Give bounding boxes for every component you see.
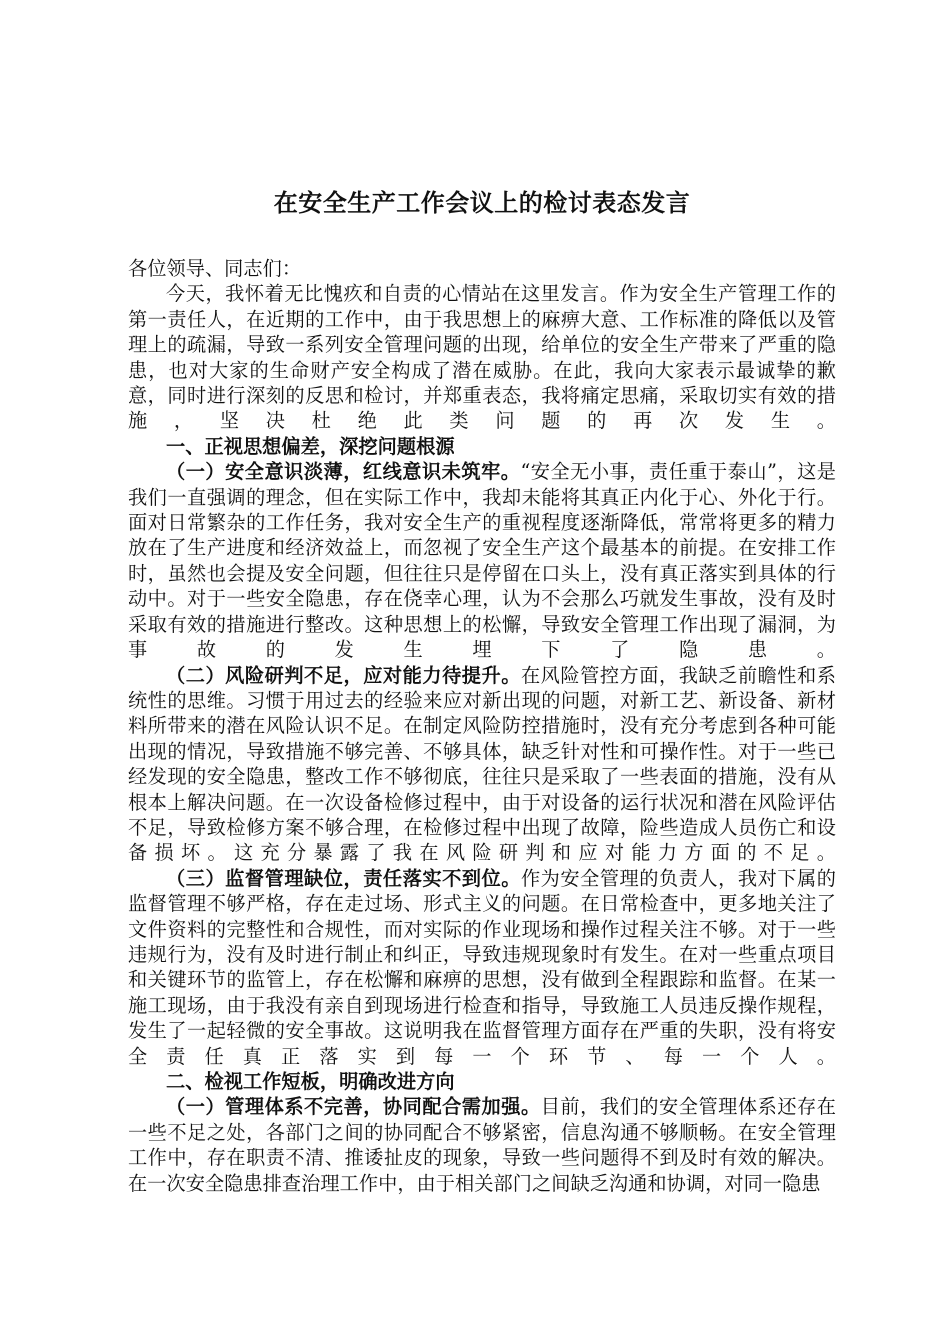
page-content xyxy=(128,0,836,1196)
subsection-1-1-lead: （一）安全意识淡薄，红线意识未筑牢。 xyxy=(166,460,521,484)
subsection-2-1 xyxy=(128,1094,836,1196)
opening-paragraph: 今天，我怀着无比愧疚和自责的心情站在这里发言。作为安全生产管理工作的第一责任人，在近期的工作中，由于我思想上的麻痹大意、工作标准的降低以及管理上的疏漏，导致一系列安全管理问题的出现，给单位的安全生产带来了严重的隐患，也对大家的生命财产安全构成了潜在威胁。在此，我向大家表示最诚挚的歉意，同时进行深刻的反思和检讨，并郑重表态，我将痛定思痛，采取切实有效的措施，坚决杜绝此类问题的再次发生。 xyxy=(128,282,836,433)
subsection-1-1-body: “安全无小事，责任重于泰山”，这是我们一直强调的理念，但在实际工作中，我却未能将其真正内化于心、外化于行。面对日常繁杂的工作任务，我对安全生产的重视程度逐渐降低，常常将更多的精力放在了生产进度和经济效益上，而忽视了安全生产这个最基本的前提。在安排工作时，虽然也会提及安全问题，但往往只是停留在口头上，没有真正落实到具体的行动中。对于一些安全隐患，存在侥幸心理，认为不会那么巧就发生事故，没有及时采取有效的措施进行整改。这种思想上的松懈，导致安全管理工作出现了漏洞，为事故的发生埋下了隐患。 xyxy=(128,460,836,662)
subsection-1-2-lead: （二）风险研判不足，应对能力待提升。 xyxy=(166,663,521,687)
subsection-1-3-lead: （三）监督管理缺位，责任落实不到位。 xyxy=(166,866,521,890)
subsection-1-3-body: 作为安全管理的负责人，我对下属的监督管理不够严格，存在走过场、形式主义的问题。在日常检查中，更多地关注了文件资料的完整性和合规性，而对实际的作业现场和操作过程关注不够。对于一些违规行为，没有及时进行制止和纠正，导致违规现象时有发生。在对一些重点项目和关键环节的监管上，存在松懈和麻痹的思想，没有做到全程跟踪和监督。在某一施工现场，由于我没有亲自到现场进行检查和指导，导致施工人员违反操作规程，发生了一起轻微的安全事故。这说明我在监督管理方面存在严重的失职，没有将安全责任真正落实到每一个环节、每一个人。 xyxy=(128,866,836,1068)
subsection-1-2-body: 在风险管控方面，我缺乏前瞻性和系统性的思维。习惯于用过去的经验来应对新出现的问题，对新工艺、新设备、新材料所带来的潜在风险认识不足。在制定风险防控措施时，没有充分考虑到各种可能出现的情况，导致措施不够完善、不够具体，缺乏针对性和可操作性。对于一些已经发现的安全隐患，整改工作不够彻底，往往只是采取了一些表面的措施，没有从根本上解决问题。在一次设备检修过程中，由于对设备的运行状况和潜在风险评估不足，导致检修方案不够合理，在检修过程中出现了故障，险些造成人员伤亡和设备损坏。这充分暴露了我在风险研判和应对能力方面的不足。 xyxy=(128,663,836,865)
section-heading-two: 二、检视工作短板，明确改进方向 xyxy=(166,1070,455,1093)
subsection-2-1-lead: （一）管理体系不完善，协同配合需加强。 xyxy=(166,1095,541,1119)
subsection-2-1-body: 目前，我们的安全管理体系还存在一些不足之处，各部门之间的协同配合不够紧密，信息沟通不够顺畅。在安全管理工作中，存在职责不清、推诿扯皮的现象，导致一些问题得不到及时有效的解决。在一次安全隐患排查治理工作中，由于相关部门之间缺乏沟通和协调，对同一隐患 xyxy=(128,1095,837,1195)
subsection-1-3 xyxy=(128,866,836,1069)
subsection-1-1 xyxy=(128,459,836,662)
subsection-1-2 xyxy=(128,663,836,866)
page-title: 在安全生产工作会议上的检讨表态发言 xyxy=(273,189,691,217)
section-heading-one: 一、正视思想偏差，深挖问题根源 xyxy=(166,434,455,458)
salutation-line: 各位领导、同志们： xyxy=(128,257,302,280)
